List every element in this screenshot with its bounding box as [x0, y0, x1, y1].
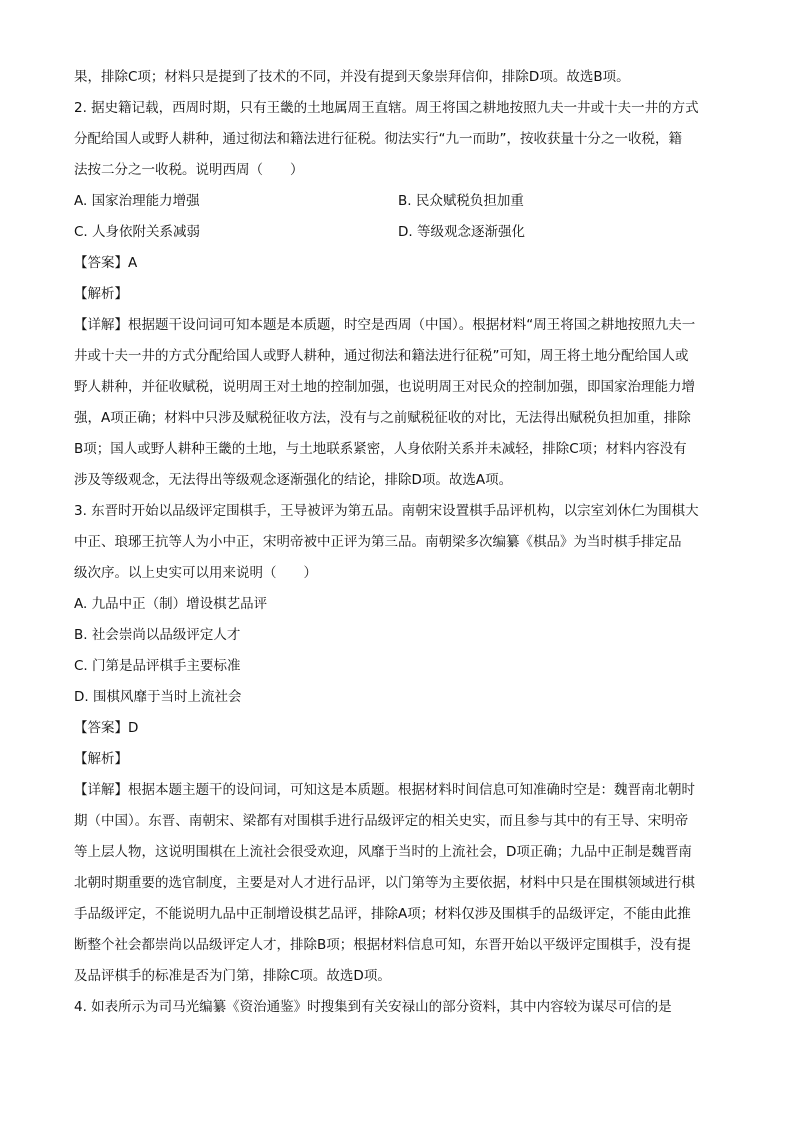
q2-option-a: A. 国家治理能力增强 — [74, 193, 200, 209]
q3-detail-line: 等上层人物，这说明围棋在上流社会很受欢迎，风靡于当时的上流社会，D项正确；九品中正制是魏晋南 — [74, 844, 692, 860]
q2-detail-line: 涉及等级观念，无法得出等级观念逐渐强化的结论，排除D项。故选A项。 — [74, 472, 513, 488]
q3-detail-line: 及品评棋手的标准是否为门第，排除C项。故选D项。 — [74, 968, 391, 984]
q2-option-d: D. 等级观念逐渐强化 — [398, 224, 525, 240]
q2-detail-line: B项；国人或野人耕种王畿的土地，与土地联系紧密，人身依附关系并未减轻，排除C项；材料内容没有 — [74, 441, 687, 457]
question-3 — [74, 496, 726, 992]
q3-detail-line: 断整个社会都崇尚以品级评定人才，排除B项；根据材料信息可知，东晋开始以平级评定围棋手，没有提 — [74, 937, 691, 953]
question-2 — [74, 93, 726, 496]
q2-options-row — [74, 217, 726, 248]
q2-detail-line: 井或十夫一井的方式分配给国人或野人耕种，通过彻法和籍法进行征税”可知，周王将土地分配给国人或 — [74, 348, 689, 364]
q3-answer: 【答案】D — [74, 720, 139, 736]
q3-detail-line: 手品级评定，不能说明九品中正制增设棋艺品评，排除A项；材料仅涉及围棋手的品级评定，不能由此推 — [74, 906, 691, 922]
q2-answer: 【答案】A — [74, 255, 138, 271]
q3-option-c: C. 门第是品评棋手主要标准 — [74, 658, 241, 674]
q3-detail-line: 期（中国）。东晋、南朝宋、梁都有对围棋手进行品级评定的相关史实，而且参与其中的有王导、宋明帝 — [74, 813, 689, 829]
q3-stem-line: 中正、琅琊王抗等人为小中正，宋明帝被中正评为第三品。南朝梁多次编纂《棋品》为当时棋手排定品 — [74, 534, 682, 550]
q3-option-b: B. 社会崇尚以品级评定人才 — [74, 627, 241, 643]
q3-stem-line: 级次序。以上史实可以用来说明（ ） — [74, 565, 317, 581]
q2-analysis-label: 【解析】 — [74, 286, 128, 302]
q1-analysis-tail: 果，排除C项；材料只是提到了技术的不同，并没有提到天象崇拜信仰，排除D项。故选B项。 — [74, 69, 630, 85]
q2-option-b: B. 民众赋税负担加重 — [398, 193, 524, 209]
document-page — [74, 62, 726, 1023]
q2-stem-line: 分配给国人或野人耕种，通过彻法和籍法进行征税。彻法实行“九一而助”，按收获量十分之一收税，籍 — [74, 131, 682, 147]
q2-options-row — [74, 186, 726, 217]
q2-detail-line: 强，A项正确；材料中只涉及赋税征收方法，没有与之前赋税征收的对比，无法得出赋税负担加重，排除 — [74, 410, 691, 426]
q3-option-d: D. 围棋风靡于当时上流社会 — [74, 689, 242, 705]
q3-analysis-label: 【解析】 — [74, 751, 128, 767]
q3-stem-line: 3. 东晋时开始以品级评定围棋手，王导被评为第五品。南朝宋设置棋手品评机构，以宗室刘休仁为围棋大 — [74, 503, 699, 519]
q2-detail-line: 【详解】根据题干设问词可知本题是本质题，时空是西周（中国）。根据材料“周王将国之耕地按照九夫一 — [74, 317, 696, 333]
q3-detail-line: 【详解】根据本题主题干的设问词，可知这是本质题。根据材料时间信息可知准确时空是：魏晋南北朝时 — [74, 782, 695, 798]
q2-stem-line: 法按二分之一收税。说明西周（ ） — [74, 162, 304, 178]
q2-option-c: C. 人身依附关系减弱 — [74, 224, 201, 240]
q2-stem-line: 2. 据史籍记载，西周时期，只有王畿的土地属周王直辖。周王将国之耕地按照九夫一井或十夫一井的方式 — [74, 100, 699, 116]
question-4 — [74, 992, 726, 1023]
q3-detail-line: 北朝时期重要的选官制度，主要是对人才进行品评，以门第等为主要依据，材料中只是在围棋领域进行棋 — [74, 875, 695, 891]
q2-detail-line: 野人耕种，并征收赋税，说明周王对土地的控制加强，也说明周王对民众的控制加强，即国家治理能力增 — [74, 379, 695, 395]
q3-option-a: A. 九品中正（制）增设棋艺品评 — [74, 596, 268, 612]
q4-stem-line: 4. 如表所示为司马光编纂《资治通鉴》时搜集到有关安禄山的部分资料，其中内容较为谋尽可信的是 — [74, 999, 672, 1015]
